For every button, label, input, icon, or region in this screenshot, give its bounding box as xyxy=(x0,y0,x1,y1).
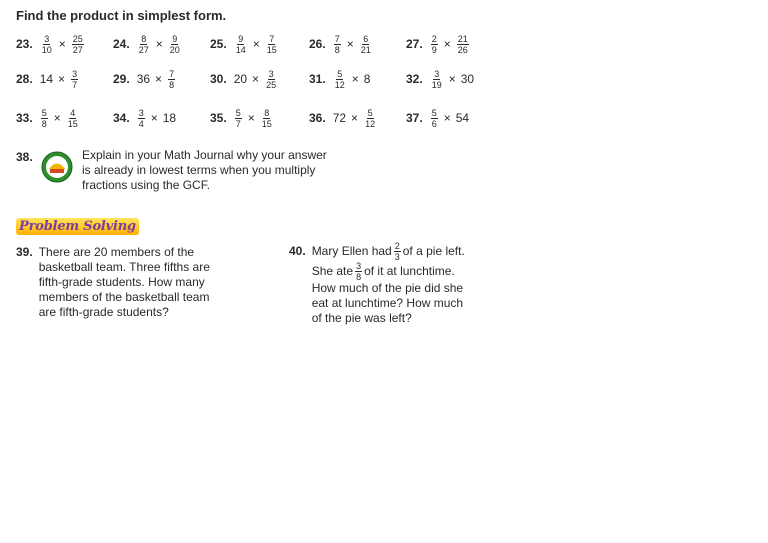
exercise-38-text: Explain in your Math Journal why your answer is already in lowest terms when you multiply fractions using the GCF. xyxy=(82,148,327,192)
instructions-heading: Find the product in simplest form. xyxy=(16,8,227,23)
fraction: $\frac{3}{10}$ xyxy=(41,33,52,55)
exercise-27: 27. $\frac{2}{9}$ × $\frac{21}{26}$ xyxy=(406,33,468,55)
exercise-23: 23. $\frac{3}{10}$ × $\frac{25}{27}$ xyxy=(16,33,83,55)
exercise-39: 39. There are 20 members of the basketball team. Three fifths are fifth-grade students. How many members of the basketball team are fifth-grade students? xyxy=(16,245,210,319)
fraction: $\frac{4}{15}$ xyxy=(67,107,78,129)
exercise-29: 29. 36 × $\frac{7}{8}$ xyxy=(113,68,175,90)
fraction: $\frac{25}{27}$ xyxy=(72,33,83,55)
fraction: $\frac{5}{12}$ xyxy=(365,107,376,129)
problem-solving-title: Problem Solving xyxy=(16,218,139,235)
math-journal-icon xyxy=(40,150,74,184)
exercise-24: 24. $\frac{8}{27}$ × $\frac{9}{20}$ xyxy=(113,33,180,55)
fraction: $\frac{3}{7}$ xyxy=(72,68,78,90)
fraction: $\frac{7}{8}$ xyxy=(169,68,175,90)
fraction: $\frac{9}{14}$ xyxy=(235,33,246,55)
fraction: $\frac{21}{26}$ xyxy=(457,33,468,55)
exercise-28: 28. 14 × $\frac{3}{7}$ xyxy=(16,68,78,90)
fraction: $\frac{2}{9}$ xyxy=(431,33,437,55)
exercise-25: 25. $\frac{9}{14}$ × $\frac{7}{15}$ xyxy=(210,33,277,55)
fraction: $\frac{5}{12}$ xyxy=(334,68,345,90)
exercise-30: 30. 20 × $\frac{3}{25}$ xyxy=(210,68,277,90)
fraction: $\frac{8}{27}$ xyxy=(138,33,149,55)
fraction: $\frac{3}{4}$ xyxy=(138,107,144,129)
fraction: $\frac{6}{21}$ xyxy=(360,33,371,55)
fraction: $\frac{9}{20}$ xyxy=(169,33,180,55)
exercise-26: 26. $\frac{7}{8}$ × $\frac{6}{21}$ xyxy=(309,33,371,55)
fraction: $\frac{7}{15}$ xyxy=(266,33,277,55)
fraction: $\frac{8}{15}$ xyxy=(261,107,272,129)
exercise-37: 37. $\frac{5}{6}$ × 54 xyxy=(406,107,470,129)
exercise-35: 35. $\frac{5}{7}$ × $\frac{8}{15}$ xyxy=(210,107,272,129)
exercise-40: 40. Mary Ellen had $\frac{2}{3}$ of a pie left. She ate $\frac{3}{8}$ of it at lunchtime. How much of the pie did she eat at lunchtime? How much of the pie was left? xyxy=(289,241,465,325)
exercise-33: 33. $\frac{5}{8}$ × $\frac{4}{15}$ xyxy=(16,107,78,129)
fraction: $\frac{5}{8}$ xyxy=(41,107,47,129)
fraction: $\frac{7}{8}$ xyxy=(334,33,340,55)
exercise-38-number: 38. xyxy=(16,150,33,164)
exercise-31: 31. $\frac{5}{12}$ × 8 xyxy=(309,68,371,90)
fraction: $\frac{3}{25}$ xyxy=(266,68,277,90)
fraction: $\frac{5}{6}$ xyxy=(431,107,437,129)
fraction: $\frac{3}{19}$ xyxy=(431,68,442,90)
fraction: $\frac{5}{7}$ xyxy=(235,107,241,129)
exercise-34: 34. $\frac{3}{4}$ × 18 xyxy=(113,107,177,129)
exercise-32: 32. $\frac{3}{19}$ × 30 xyxy=(406,68,475,90)
exercise-36: 36. 72 × $\frac{5}{12}$ xyxy=(309,107,376,129)
